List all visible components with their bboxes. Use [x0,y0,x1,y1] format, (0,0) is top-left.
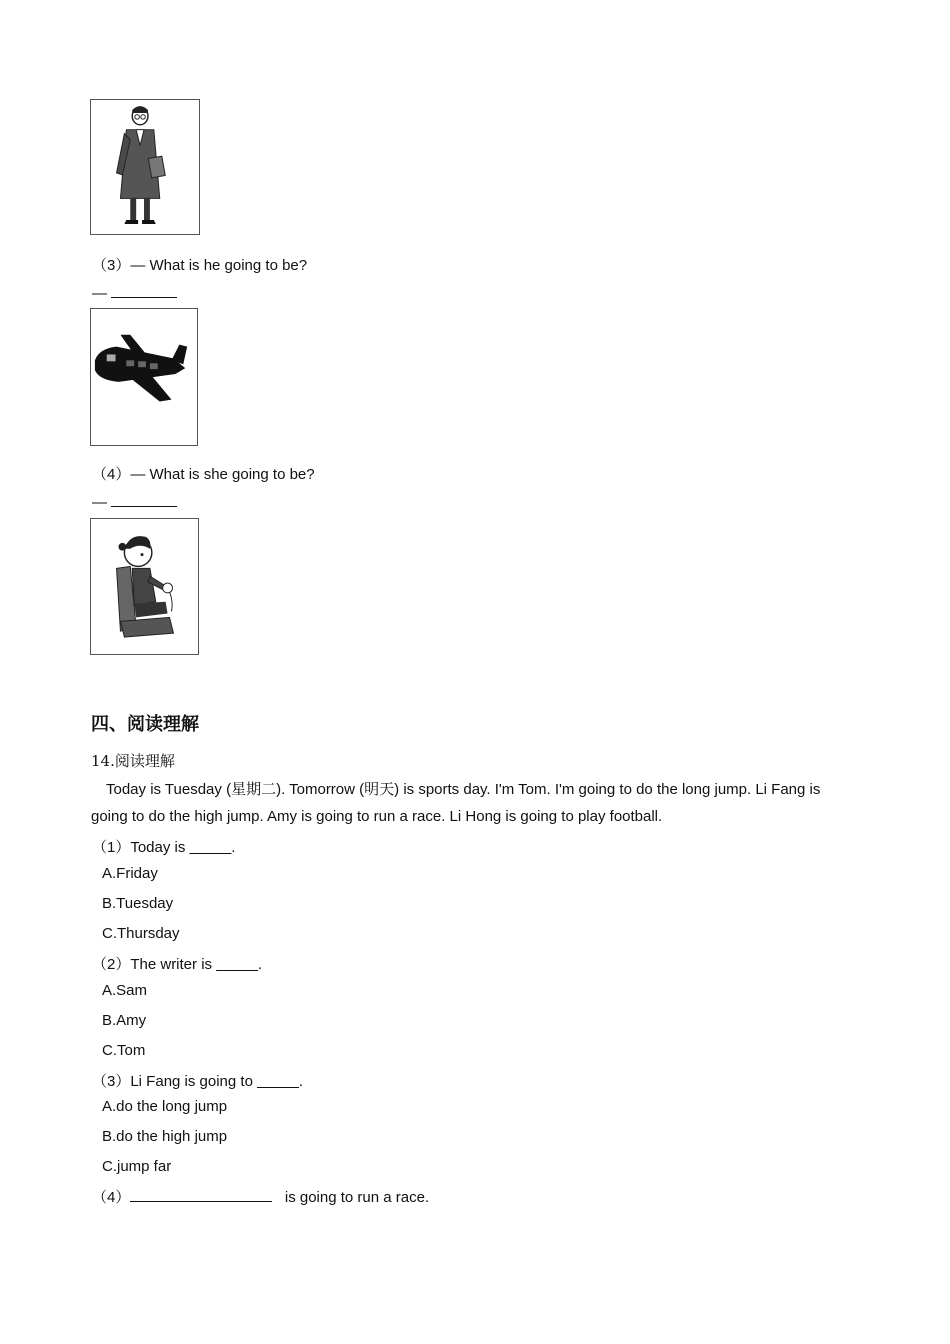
subquestion-number: （3） [92,1073,131,1090]
dash: — [92,285,107,302]
question-4 [92,463,315,484]
option-c[interactable]: C.Thursday [102,925,180,942]
option-a[interactable]: A.do the long jump [102,1098,228,1115]
question-3 [92,254,307,275]
dash: — [92,494,107,511]
question-number: （3） [92,257,131,274]
airplane-picture [90,308,198,446]
passage-chinese-gloss: 星期二 [231,780,277,798]
passage-chinese-gloss: 明天 [364,780,395,798]
option-c[interactable]: C.Tom [102,1042,146,1059]
answer-line-3 [92,283,177,302]
period: . [231,839,236,856]
answer-blank[interactable] [111,492,177,507]
period: . [298,1073,303,1090]
passage-line-2: going to do the high jump. Amy is going to run a race. Li Hong is going to play football. [91,808,663,825]
passage-line-1 [106,778,820,799]
question-number: （4） [92,466,131,483]
answer-line-4 [92,492,177,511]
subquestion-4 [92,1186,429,1207]
answer-blank[interactable]: _____ [216,956,258,973]
period: . [257,956,263,973]
option-b[interactable]: B.Amy [102,1012,147,1029]
girl-pilot-illustration [91,519,198,654]
option-c[interactable]: C.jump far [102,1158,172,1175]
option-b[interactable]: B.do the high jump [102,1128,228,1145]
subquestion-number: （4） [92,1189,131,1206]
section-title: 四、阅读理解 [91,714,199,735]
subquestion-1 [92,836,235,857]
subquestion-number: （1） [92,839,131,856]
subquestion-number: （2） [92,956,131,973]
subquestion-stem: Li Fang is going to [130,1073,258,1090]
option-b[interactable]: B.Tuesday [102,895,174,912]
option-a[interactable]: A.Friday [102,865,158,882]
subquestion-2 [92,953,262,974]
passage-text: ). Tomorrow ( [276,781,365,798]
passage-text: ) is sports day. I'm Tom. I'm going to do the long jump. Li Fang is [394,781,821,798]
answer-blank[interactable] [130,1187,272,1202]
subquestion-text: is going to run a race. [284,1189,430,1206]
question-14-label: 14.阅读理解 [91,752,175,770]
question-text: — What is she going to be? [130,466,315,483]
answer-blank[interactable] [111,283,177,298]
subquestion-stem: The writer is [130,956,217,973]
man-with-book-illustration [91,100,199,234]
question-text: — What is he going to be? [130,257,308,274]
passage-text: Today is Tuesday ( [106,781,232,798]
airplane-illustration [91,309,197,445]
subquestion-3 [92,1070,303,1091]
answer-blank[interactable]: _____ [257,1073,299,1090]
answer-blank[interactable]: _____ [189,839,232,856]
option-a[interactable]: A.Sam [102,982,148,999]
teacher-picture [90,99,200,235]
pilot-girl-picture [90,518,199,655]
subquestion-stem: Today is [130,839,190,856]
